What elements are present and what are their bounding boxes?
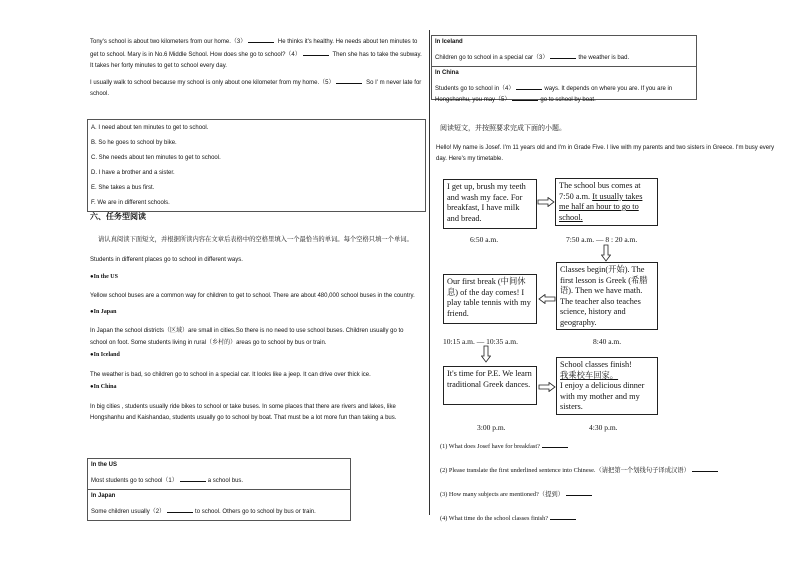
questions — [440, 441, 720, 537]
china-heading: ●In China — [90, 384, 117, 390]
row-label: In Iceland — [435, 39, 463, 45]
question-text: (1) What does Josef have for breakfast? — [440, 443, 540, 450]
question-2 — [440, 465, 720, 489]
table-row-iceland — [432, 36, 696, 66]
iceland-text: The weather is bad, so children go to school in a special car. It looks like a jeep. It can drive over thick ice. — [90, 371, 371, 378]
iceland-heading: ●In Iceland — [90, 352, 120, 358]
arrow-left-icon — [538, 294, 556, 304]
table-row-us — [88, 459, 350, 489]
timetable-box-4 — [443, 274, 537, 324]
arrow-down-icon — [601, 244, 611, 262]
blank-5[interactable] — [336, 77, 362, 84]
timetable-box-5 — [443, 366, 537, 405]
timetable-box-3 — [556, 262, 658, 330]
timetable-text: I get up, brush my teeth and wash my face. For breakfast, I have milk and bread. — [447, 182, 526, 223]
section-title: 六、任务型阅读 — [90, 212, 146, 221]
right-instruction: 阅读短文，并按照要求完成下面的小题。 — [440, 124, 566, 132]
text: go to school by boat. — [540, 96, 596, 103]
question-1 — [440, 441, 720, 465]
underlined-sentence: 我乘校车回家。 — [560, 370, 619, 380]
paragraph-walk — [90, 77, 422, 101]
text: Most students go to school（1） — [91, 477, 178, 484]
blank-1[interactable] — [180, 475, 206, 482]
text: Then she has to take the subway. It takes her forty minutes to get to school every day. — [90, 51, 422, 69]
row-label: In Japan — [91, 493, 116, 499]
question-text: (3) How many subjects are mentioned?（提到） — [440, 491, 564, 498]
blank-4[interactable] — [516, 83, 542, 90]
blank-5[interactable] — [512, 94, 538, 101]
row-label: In China — [435, 70, 459, 76]
left-column — [90, 36, 422, 101]
timetable-box-2 — [555, 178, 658, 226]
timetable-text: Our first break (中间休息) of the day comes! I play table tennis with my friend. — [447, 277, 531, 318]
timetable-text: School classes finish! — [560, 360, 632, 369]
blank-4[interactable] — [303, 49, 329, 56]
japan-heading: ●In Japan — [90, 308, 117, 315]
row-text — [91, 475, 347, 488]
options-box — [87, 119, 426, 212]
row-text — [91, 506, 347, 519]
question-text: (2) Please translate the first underlined sentence into Chinese.（请把第一个划线句子译成汉语） — [440, 467, 690, 474]
question-3 — [440, 489, 720, 513]
text: Some children usually（2） — [91, 508, 166, 515]
timetable-time-3: 8:40 a.m. — [593, 337, 622, 346]
answer-blank-4[interactable] — [550, 513, 576, 520]
left-passage — [90, 234, 422, 425]
text: Students go to school in（4） — [435, 85, 515, 92]
text: the weather is bad. — [578, 54, 630, 61]
text: Children go to school in a special car（3） — [435, 54, 549, 61]
left-table — [87, 458, 351, 521]
timetable-text: I enjoy a delicious dinner with my mother and my sisters. — [560, 381, 645, 411]
text: So I' m never late for school. — [90, 79, 422, 97]
timetable-time-2: 7:50 a.m. — 8 : 20 a.m. — [566, 235, 638, 244]
timetable-box-1 — [443, 179, 537, 229]
row-text — [435, 83, 693, 105]
table-row-japan — [88, 489, 350, 519]
question-text: (4) What time do the school classes finish? — [440, 515, 549, 522]
timetable-time-4: 10:15 a.m. — 10:35 a.m. — [443, 337, 518, 346]
timetable-time-1: 6:50 a.m. — [470, 235, 499, 244]
arrow-right-icon — [537, 197, 555, 207]
china-text: In big cities , students usually ride bikes to school or take buses. In some places that there are rivers and lakes, like Hongshanhu and Kaishandao, students usually go to school by boat. That must be a lot more fun than taking a bus. — [90, 403, 397, 421]
table-row-china — [432, 66, 696, 106]
timetable-text: Classes begin(开始). The first lesson is Greek (希腊语). Then we have math. The teacher also teaches science, history and geography. — [560, 265, 648, 327]
arrow-right-icon — [538, 382, 556, 392]
intro: Students in different places go to school in different ways. — [90, 257, 243, 263]
blank-3[interactable] — [248, 36, 274, 43]
blank-2[interactable] — [167, 506, 193, 513]
answer-blank-1[interactable] — [542, 441, 568, 448]
row-text — [435, 52, 693, 65]
us-text: Yellow school buses are a common way for children to get to school. There are about 480,000 school buses in the country. — [90, 293, 415, 299]
option-b: B. So he goes to school by bike. — [91, 140, 177, 146]
text: Tony's school is about two kilometers from our home.（3） — [90, 39, 247, 45]
timetable-time-6: 4:30 p.m. — [589, 423, 618, 432]
underlined-sentence: It usually takes me half an hour to go to school. — [559, 191, 643, 222]
right-intro: Hello! My name is Josef. I'm 11 years old and I'm in Grade Five. I live with my parents and two sisters in Greece. I'm busy every day. Here's my timetable. — [436, 145, 775, 162]
timetable-text: The school bus comes at 7:50 a.m. — [559, 181, 641, 201]
option-e: E. She takes a bus first. — [91, 185, 155, 191]
option-c: C. She needs about ten minutes to get to school. — [91, 155, 221, 161]
option-f: F. We are in different schools. — [91, 200, 170, 206]
paragraph-tony — [90, 36, 422, 73]
timetable-text: It's time for P.E. We learn traditional Greek dances. — [447, 369, 532, 389]
timetable-box-6 — [556, 357, 658, 415]
text: He thinks it's healthy. He needs about ten minutes to get to school. Mary is in No.6 Middle School. How does she go to school?（4） — [90, 39, 418, 58]
answer-blank-2[interactable] — [692, 465, 718, 472]
japan-text: In Japan the school districts（区域）are small in cities.So there is no need to use school buses. Children usually go to school on foot. Some students living in rural（乡村的）areas go to school by bus or train. — [90, 328, 404, 346]
answer-blank-3[interactable] — [566, 489, 592, 496]
text: I usually walk to school because my school is only about one kilometer from my home.（5） — [90, 79, 335, 86]
timetable-time-5: 3:00 p.m. — [477, 423, 506, 432]
instruction: 请认真阅读下面短文，并根据所读内容在文章后表格中的空格里填入一个最恰当的单词。每个空格只填一个单词。 — [98, 236, 413, 243]
text: ways. It depends on where you are. If you are in Hongshanhu, you may（5） — [435, 85, 673, 103]
us-heading: ●In the US — [90, 273, 118, 280]
question-4 — [440, 513, 720, 537]
option-d: D. I have a brother and a sister. — [91, 170, 175, 176]
blank-3[interactable] — [550, 52, 576, 59]
text: to school. Others go to school by bus or train. — [195, 508, 316, 515]
option-a: A. I need about ten minutes to get to school. — [91, 125, 209, 131]
column-divider — [429, 30, 430, 515]
row-label: In the US — [91, 462, 118, 468]
arrow-down-icon — [481, 345, 491, 363]
text: a school bus. — [207, 477, 244, 484]
right-table — [431, 35, 697, 103]
